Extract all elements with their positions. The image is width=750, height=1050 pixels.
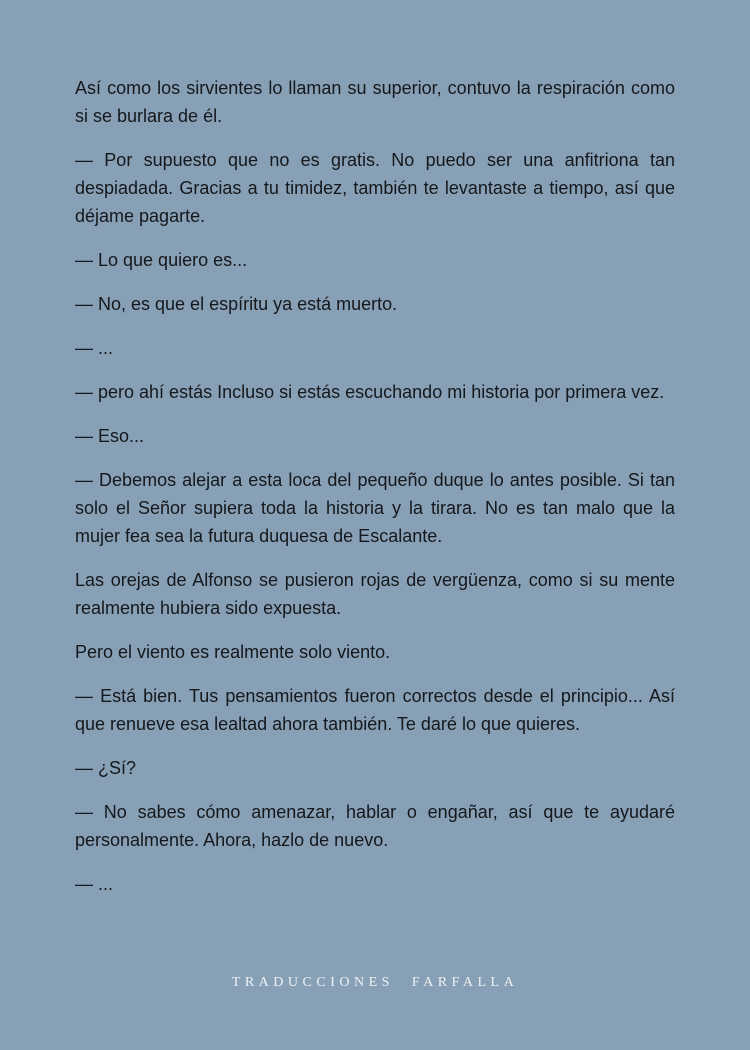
paragraph: — No sabes cómo amenazar, hablar o engañar, así que te ayudaré personalmente. Ahora, hazlo de nuevo. <box>75 802 675 850</box>
paragraph: Así como los sirvientes lo llaman su superior, contuvo la respiración como si se burlara de él. <box>75 78 675 126</box>
paragraph: — Está bien. Tus pensamientos fueron correctos desde el principio... Así que renueve esa lealtad ahora también. Te daré lo que quieres. <box>75 686 675 734</box>
paragraph: — pero ahí estás Incluso si estás escuchando mi historia por primera vez. <box>75 382 665 402</box>
paragraph: — Eso... <box>75 426 145 446</box>
footer-credit: TRADUCCIONES FARFALLA <box>231 975 519 990</box>
paragraph: Pero el viento es realmente solo viento. <box>75 642 391 662</box>
paragraph: — Debemos alejar a esta loca del pequeño duque lo antes posible. Si tan solo el Señor supiera toda la historia y la tirara. No es tan malo que la mujer fea sea la futura duquesa de Escalante. <box>75 470 675 546</box>
paragraph: — Por supuesto que no es gratis. No puedo ser una anfitriona tan despiadada. Gracias a tu timidez, también te levantaste a tiempo, así que déjame pagarte. <box>75 150 675 226</box>
paragraph: Las orejas de Alfonso se pusieron rojas de vergüenza, como si su mente realmente hubiera sido expuesta. <box>75 570 675 618</box>
page-body <box>75 74 675 914</box>
paragraph: — ¿Sí? <box>75 758 137 778</box>
paragraph: — Lo que quiero es... <box>75 250 248 270</box>
paragraph: — ... <box>75 338 114 358</box>
paragraph: — ... <box>75 874 114 894</box>
paragraph: — No, es que el espíritu ya está muerto. <box>75 294 398 314</box>
